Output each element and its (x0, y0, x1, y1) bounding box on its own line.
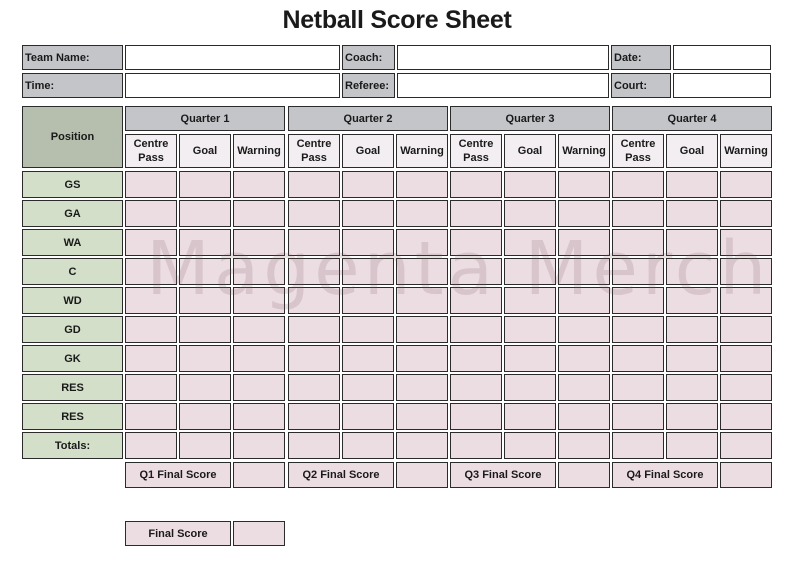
score-cell[interactable] (179, 374, 231, 401)
score-cell[interactable] (720, 171, 772, 198)
score-cell[interactable] (558, 374, 610, 401)
score-cell[interactable] (179, 229, 231, 256)
position-label: GD (22, 316, 123, 343)
score-cell[interactable] (179, 200, 231, 227)
score-cell[interactable] (125, 403, 177, 430)
score-cell[interactable] (233, 345, 285, 372)
score-cell[interactable] (233, 229, 285, 256)
score-cell[interactable] (504, 374, 556, 401)
score-cell[interactable] (179, 258, 231, 285)
score-cell[interactable] (233, 287, 285, 314)
score-cell[interactable] (720, 403, 772, 430)
score-cell[interactable] (342, 316, 394, 343)
score-cell[interactable] (450, 316, 502, 343)
score-cell[interactable] (612, 287, 664, 314)
referee-field[interactable] (397, 73, 609, 98)
subheader-centre-pass: Centre Pass (612, 134, 664, 168)
score-cell[interactable] (179, 403, 231, 430)
score-cell[interactable] (666, 258, 718, 285)
score-cell[interactable] (558, 287, 610, 314)
score-cell[interactable] (612, 258, 664, 285)
subheader-warning: Warning (558, 134, 610, 168)
subheader-centre-pass: Centre Pass (125, 134, 177, 168)
score-cell[interactable] (666, 316, 718, 343)
score-cell[interactable] (125, 374, 177, 401)
score-cell[interactable] (288, 200, 340, 227)
score-cell[interactable] (450, 287, 502, 314)
q4-final-score-label: Q4 Final Score (612, 462, 718, 488)
score-cell[interactable] (125, 200, 177, 227)
subheader-goal: Goal (504, 134, 556, 168)
score-cell[interactable] (342, 287, 394, 314)
team-name-label: Team Name: (22, 45, 123, 70)
score-cell[interactable] (342, 258, 394, 285)
score-cell[interactable] (288, 316, 340, 343)
score-cell[interactable] (558, 229, 610, 256)
score-cell[interactable] (450, 345, 502, 372)
score-cell[interactable] (233, 316, 285, 343)
score-cell[interactable] (666, 432, 718, 459)
score-cell[interactable] (233, 403, 285, 430)
subheader-warning: Warning (720, 134, 772, 168)
score-cell[interactable] (504, 432, 556, 459)
score-cell[interactable] (233, 374, 285, 401)
score-cell[interactable] (612, 374, 664, 401)
position-label: GK (22, 345, 123, 372)
position-label: GS (22, 171, 123, 198)
score-cell[interactable] (666, 229, 718, 256)
score-cell[interactable] (612, 171, 664, 198)
score-cell[interactable] (504, 316, 556, 343)
score-cell[interactable] (558, 258, 610, 285)
score-cell[interactable] (450, 229, 502, 256)
referee-label: Referee: (342, 73, 395, 98)
score-cell[interactable] (612, 403, 664, 430)
score-cell[interactable] (288, 287, 340, 314)
score-cell[interactable] (342, 432, 394, 459)
score-cell[interactable] (342, 229, 394, 256)
court-label: Court: (611, 73, 671, 98)
position-header: Position (22, 106, 123, 168)
score-cell[interactable] (233, 258, 285, 285)
score-cell[interactable] (396, 403, 448, 430)
position-label: RES (22, 403, 123, 430)
score-cell[interactable] (288, 432, 340, 459)
score-cell[interactable] (125, 229, 177, 256)
score-cell[interactable] (666, 287, 718, 314)
subheader-goal: Goal (342, 134, 394, 168)
court-field[interactable] (673, 73, 771, 98)
quarter-1-header: Quarter 1 (125, 106, 285, 131)
position-label: WD (22, 287, 123, 314)
page-title: Netball Score Sheet (282, 6, 512, 34)
score-cell[interactable] (125, 316, 177, 343)
score-cell[interactable] (288, 403, 340, 430)
score-cell[interactable] (720, 374, 772, 401)
score-cell[interactable] (666, 403, 718, 430)
coach-label: Coach: (342, 45, 395, 70)
team-name-field[interactable] (125, 45, 340, 70)
score-cell[interactable] (233, 432, 285, 459)
score-cell[interactable] (450, 258, 502, 285)
score-cell[interactable] (558, 171, 610, 198)
score-cell[interactable] (342, 200, 394, 227)
q4-final-score-field[interactable] (720, 462, 772, 488)
score-cell[interactable] (504, 287, 556, 314)
date-label: Date: (611, 45, 671, 70)
time-field[interactable] (125, 73, 340, 98)
score-cell[interactable] (396, 316, 448, 343)
score-cell[interactable] (612, 432, 664, 459)
score-cell[interactable] (125, 171, 177, 198)
score-cell[interactable] (125, 258, 177, 285)
score-cell[interactable] (125, 287, 177, 314)
score-cell[interactable] (720, 258, 772, 285)
score-cell[interactable] (504, 229, 556, 256)
score-cell[interactable] (612, 229, 664, 256)
score-cell[interactable] (450, 374, 502, 401)
score-cell[interactable] (179, 316, 231, 343)
score-cell[interactable] (558, 345, 610, 372)
score-cell[interactable] (666, 374, 718, 401)
coach-field[interactable] (397, 45, 609, 70)
score-cell[interactable] (342, 345, 394, 372)
score-cell[interactable] (288, 345, 340, 372)
q3-final-score-field[interactable] (558, 462, 610, 488)
final-score-field[interactable] (233, 521, 285, 546)
q2-final-score-label: Q2 Final Score (288, 462, 394, 488)
subheader-centre-pass: Centre Pass (288, 134, 340, 168)
score-cell[interactable] (504, 171, 556, 198)
score-cell[interactable] (558, 403, 610, 430)
final-score-label: Final Score (125, 521, 231, 546)
score-cell[interactable] (233, 200, 285, 227)
q3-final-score-label: Q3 Final Score (450, 462, 556, 488)
score-cell[interactable] (666, 200, 718, 227)
score-cell[interactable] (504, 403, 556, 430)
score-cell[interactable] (720, 345, 772, 372)
position-label: RES (22, 374, 123, 401)
q2-final-score-field[interactable] (396, 462, 448, 488)
subheader-warning: Warning (396, 134, 448, 168)
score-cell[interactable] (720, 432, 772, 459)
subheader-goal: Goal (179, 134, 231, 168)
score-cell[interactable] (288, 258, 340, 285)
score-cell[interactable] (179, 345, 231, 372)
score-cell[interactable] (558, 316, 610, 343)
score-cell[interactable] (288, 229, 340, 256)
q1-final-score-field[interactable] (233, 462, 285, 488)
score-cell[interactable] (396, 229, 448, 256)
date-field[interactable] (673, 45, 771, 70)
score-cell[interactable] (612, 200, 664, 227)
score-cell[interactable] (342, 171, 394, 198)
position-label: WA (22, 229, 123, 256)
score-cell[interactable] (179, 432, 231, 459)
score-cell[interactable] (125, 345, 177, 372)
q1-final-score-label: Q1 Final Score (125, 462, 231, 488)
score-cell[interactable] (450, 432, 502, 459)
score-cell[interactable] (720, 287, 772, 314)
score-cell[interactable] (558, 432, 610, 459)
score-cell[interactable] (288, 374, 340, 401)
score-cell[interactable] (450, 200, 502, 227)
position-label: GA (22, 200, 123, 227)
position-label: C (22, 258, 123, 285)
time-label: Time: (22, 73, 123, 98)
score-cell[interactable] (720, 316, 772, 343)
score-cell[interactable] (288, 171, 340, 198)
score-cell[interactable] (450, 171, 502, 198)
score-cell[interactable] (720, 200, 772, 227)
score-cell[interactable] (342, 403, 394, 430)
score-cell[interactable] (179, 287, 231, 314)
quarter-2-header: Quarter 2 (288, 106, 448, 131)
score-cell[interactable] (233, 171, 285, 198)
score-cell[interactable] (396, 432, 448, 459)
score-cell[interactable] (612, 316, 664, 343)
score-cell[interactable] (504, 258, 556, 285)
quarter-4-header: Quarter 4 (612, 106, 772, 131)
score-cell[interactable] (504, 200, 556, 227)
subheader-centre-pass: Centre Pass (450, 134, 502, 168)
score-cell[interactable] (504, 345, 556, 372)
score-cell[interactable] (612, 345, 664, 372)
score-cell[interactable] (558, 200, 610, 227)
position-label: Totals: (22, 432, 123, 459)
score-cell[interactable] (666, 171, 718, 198)
subheader-goal: Goal (666, 134, 718, 168)
score-cell[interactable] (396, 258, 448, 285)
score-cell[interactable] (396, 287, 448, 314)
score-cell[interactable] (396, 171, 448, 198)
quarter-3-header: Quarter 3 (450, 106, 610, 131)
score-cell[interactable] (720, 229, 772, 256)
score-cell[interactable] (396, 200, 448, 227)
score-cell[interactable] (179, 171, 231, 198)
score-cell[interactable] (125, 432, 177, 459)
score-cell[interactable] (342, 374, 394, 401)
score-cell[interactable] (396, 345, 448, 372)
subheader-warning: Warning (233, 134, 285, 168)
score-cell[interactable] (450, 403, 502, 430)
score-cell[interactable] (666, 345, 718, 372)
score-cell[interactable] (396, 374, 448, 401)
